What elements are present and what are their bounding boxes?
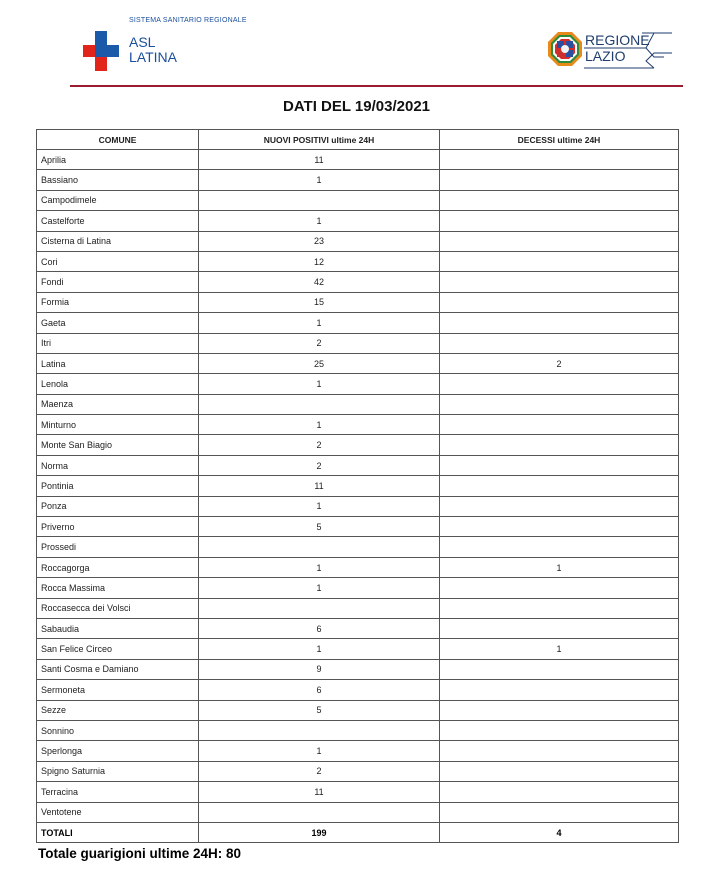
- cell-decessi: 1: [440, 639, 679, 659]
- cell-comune: Sezze: [37, 700, 199, 720]
- cell-nuovi-positivi: [199, 720, 440, 740]
- cell-decessi: [440, 170, 679, 190]
- cell-nuovi-positivi: 1: [199, 557, 440, 577]
- cell-decessi: [440, 782, 679, 802]
- recoveries-total: Totale guarigioni ultime 24H: 80: [38, 846, 242, 861]
- table-row: [37, 537, 679, 557]
- cell-decessi: [440, 211, 679, 231]
- cell-comune: Sermoneta: [37, 680, 199, 700]
- cell-nuovi-positivi: 42: [199, 272, 440, 292]
- cell-comune: Fondi: [37, 272, 199, 292]
- cell-nuovi-positivi: 2: [199, 333, 440, 353]
- cell-decessi: [440, 455, 679, 475]
- cell-nuovi-positivi: 2: [199, 435, 440, 455]
- cell-comune: Aprilia: [37, 150, 199, 170]
- cell-comune: Castelforte: [37, 211, 199, 231]
- cell-comune: Itri: [37, 333, 199, 353]
- table-row: [37, 190, 679, 210]
- cell-comune: Monte San Biagio: [37, 435, 199, 455]
- cell-decessi: [440, 313, 679, 333]
- cell-comune: Priverno: [37, 517, 199, 537]
- cell-comune: Sperlonga: [37, 741, 199, 761]
- cell-nuovi-positivi: [199, 190, 440, 210]
- cell-decessi: [440, 251, 679, 271]
- header-divider: [70, 85, 683, 87]
- table-row: [37, 374, 679, 394]
- cell-comune: Pontinia: [37, 476, 199, 496]
- totals-positivi: 199: [199, 822, 440, 842]
- cell-decessi: [440, 435, 679, 455]
- cell-nuovi-positivi: 25: [199, 353, 440, 373]
- cell-decessi: [440, 190, 679, 210]
- cell-comune: Bassiano: [37, 170, 199, 190]
- table-row: [37, 639, 679, 659]
- column-header-decessi: DECESSI ultime 24H: [440, 130, 679, 150]
- covid-data-table: [36, 129, 679, 843]
- cell-decessi: [440, 700, 679, 720]
- table-row: [37, 333, 679, 353]
- cell-nuovi-positivi: 5: [199, 700, 440, 720]
- cell-decessi: [440, 761, 679, 781]
- asl-name: ASL LATINA: [129, 34, 177, 65]
- cell-decessi: 1: [440, 557, 679, 577]
- totals-label: TOTALI: [37, 822, 199, 842]
- asl-tagline: SISTEMA SANITARIO REGIONALE: [129, 17, 247, 24]
- cell-decessi: [440, 150, 679, 170]
- column-header-comune: COMUNE: [37, 130, 199, 150]
- cell-decessi: [440, 374, 679, 394]
- table-row: [37, 231, 679, 251]
- cell-nuovi-positivi: 1: [199, 211, 440, 231]
- table-row: [37, 353, 679, 373]
- table-row: [37, 761, 679, 781]
- cell-decessi: [440, 292, 679, 312]
- cell-nuovi-positivi: 15: [199, 292, 440, 312]
- cell-decessi: [440, 598, 679, 618]
- cell-nuovi-positivi: 1: [199, 496, 440, 516]
- regione-lazio-name: REGIONE LAZIO: [585, 32, 650, 64]
- cell-decessi: [440, 720, 679, 740]
- cell-comune: Norma: [37, 455, 199, 475]
- table-header-row: [37, 130, 679, 150]
- cell-decessi: [440, 496, 679, 516]
- cell-nuovi-positivi: 1: [199, 639, 440, 659]
- cell-decessi: [440, 231, 679, 251]
- cell-nuovi-positivi: [199, 394, 440, 414]
- cell-nuovi-positivi: 5: [199, 517, 440, 537]
- table-row: [37, 415, 679, 435]
- table-row: [37, 251, 679, 271]
- cell-comune: Ventotene: [37, 802, 199, 822]
- cell-comune: Ponza: [37, 496, 199, 516]
- cell-comune: Maenza: [37, 394, 199, 414]
- table-row: [37, 496, 679, 516]
- cell-comune: Sabaudia: [37, 618, 199, 638]
- table-row: [37, 313, 679, 333]
- cell-decessi: [440, 618, 679, 638]
- cell-nuovi-positivi: 1: [199, 578, 440, 598]
- table-row: [37, 802, 679, 822]
- cell-comune: Formia: [37, 292, 199, 312]
- cell-comune: Cori: [37, 251, 199, 271]
- table-row: [37, 211, 679, 231]
- cell-decessi: [440, 741, 679, 761]
- cell-decessi: [440, 333, 679, 353]
- cell-decessi: [440, 578, 679, 598]
- table-row: [37, 741, 679, 761]
- cell-comune: Latina: [37, 353, 199, 373]
- cell-decessi: [440, 680, 679, 700]
- regione-lazio-logo: [547, 31, 677, 71]
- table-row: [37, 557, 679, 577]
- table-body: [37, 150, 679, 823]
- table-row: [37, 170, 679, 190]
- table-row: [37, 435, 679, 455]
- cell-decessi: [440, 272, 679, 292]
- cell-nuovi-positivi: 1: [199, 741, 440, 761]
- table-row: [37, 292, 679, 312]
- cell-nuovi-positivi: [199, 537, 440, 557]
- cell-comune: Minturno: [37, 415, 199, 435]
- lazio-emblem-icon: [547, 31, 583, 67]
- table-row: [37, 598, 679, 618]
- table-row: [37, 659, 679, 679]
- asl-latina-logo: [83, 14, 283, 74]
- table-row: [37, 272, 679, 292]
- cell-comune: Sonnino: [37, 720, 199, 740]
- cell-nuovi-positivi: 9: [199, 659, 440, 679]
- cell-comune: Cisterna di Latina: [37, 231, 199, 251]
- cell-comune: Campodimele: [37, 190, 199, 210]
- medical-cross-icon: [83, 31, 119, 71]
- table-row: [37, 782, 679, 802]
- totals-decessi: 4: [440, 822, 679, 842]
- cell-decessi: [440, 476, 679, 496]
- cell-comune: Lenola: [37, 374, 199, 394]
- table-row: [37, 720, 679, 740]
- table-row: [37, 517, 679, 537]
- cell-decessi: [440, 415, 679, 435]
- cell-comune: Terracina: [37, 782, 199, 802]
- cell-nuovi-positivi: 1: [199, 374, 440, 394]
- cell-decessi: [440, 802, 679, 822]
- table-row: [37, 150, 679, 170]
- cell-decessi: [440, 517, 679, 537]
- cell-nuovi-positivi: [199, 598, 440, 618]
- cell-nuovi-positivi: 6: [199, 618, 440, 638]
- cell-nuovi-positivi: 2: [199, 761, 440, 781]
- totals-row: [37, 822, 679, 842]
- table-row: [37, 578, 679, 598]
- cell-decessi: [440, 394, 679, 414]
- page-title: DATI DEL 19/03/2021: [282, 98, 431, 115]
- cell-nuovi-positivi: 1: [199, 415, 440, 435]
- cell-comune: Roccagorga: [37, 557, 199, 577]
- cell-comune: Prossedi: [37, 537, 199, 557]
- cell-nuovi-positivi: 23: [199, 231, 440, 251]
- cell-nuovi-positivi: 12: [199, 251, 440, 271]
- cell-nuovi-positivi: 6: [199, 680, 440, 700]
- table-row: [37, 394, 679, 414]
- cell-nuovi-positivi: [199, 802, 440, 822]
- table-row: [37, 618, 679, 638]
- column-header-nuovi-positivi: NUOVI POSITIVI ultime 24H: [199, 130, 440, 150]
- cell-decessi: [440, 659, 679, 679]
- table-row: [37, 700, 679, 720]
- cell-decessi: 2: [440, 353, 679, 373]
- cell-nuovi-positivi: 1: [199, 170, 440, 190]
- table-row: [37, 680, 679, 700]
- cell-nuovi-positivi: 2: [199, 455, 440, 475]
- cell-nuovi-positivi: 1: [199, 313, 440, 333]
- cell-nuovi-positivi: 11: [199, 476, 440, 496]
- cell-comune: Santi Cosma e Damiano: [37, 659, 199, 679]
- cell-comune: Gaeta: [37, 313, 199, 333]
- cell-comune: San Felice Circeo: [37, 639, 199, 659]
- cell-comune: Roccasecca dei Volsci: [37, 598, 199, 618]
- cell-comune: Spigno Saturnia: [37, 761, 199, 781]
- cell-comune: Rocca Massima: [37, 578, 199, 598]
- cell-nuovi-positivi: 11: [199, 150, 440, 170]
- table-row: [37, 476, 679, 496]
- table-row: [37, 455, 679, 475]
- cell-decessi: [440, 537, 679, 557]
- cell-nuovi-positivi: 11: [199, 782, 440, 802]
